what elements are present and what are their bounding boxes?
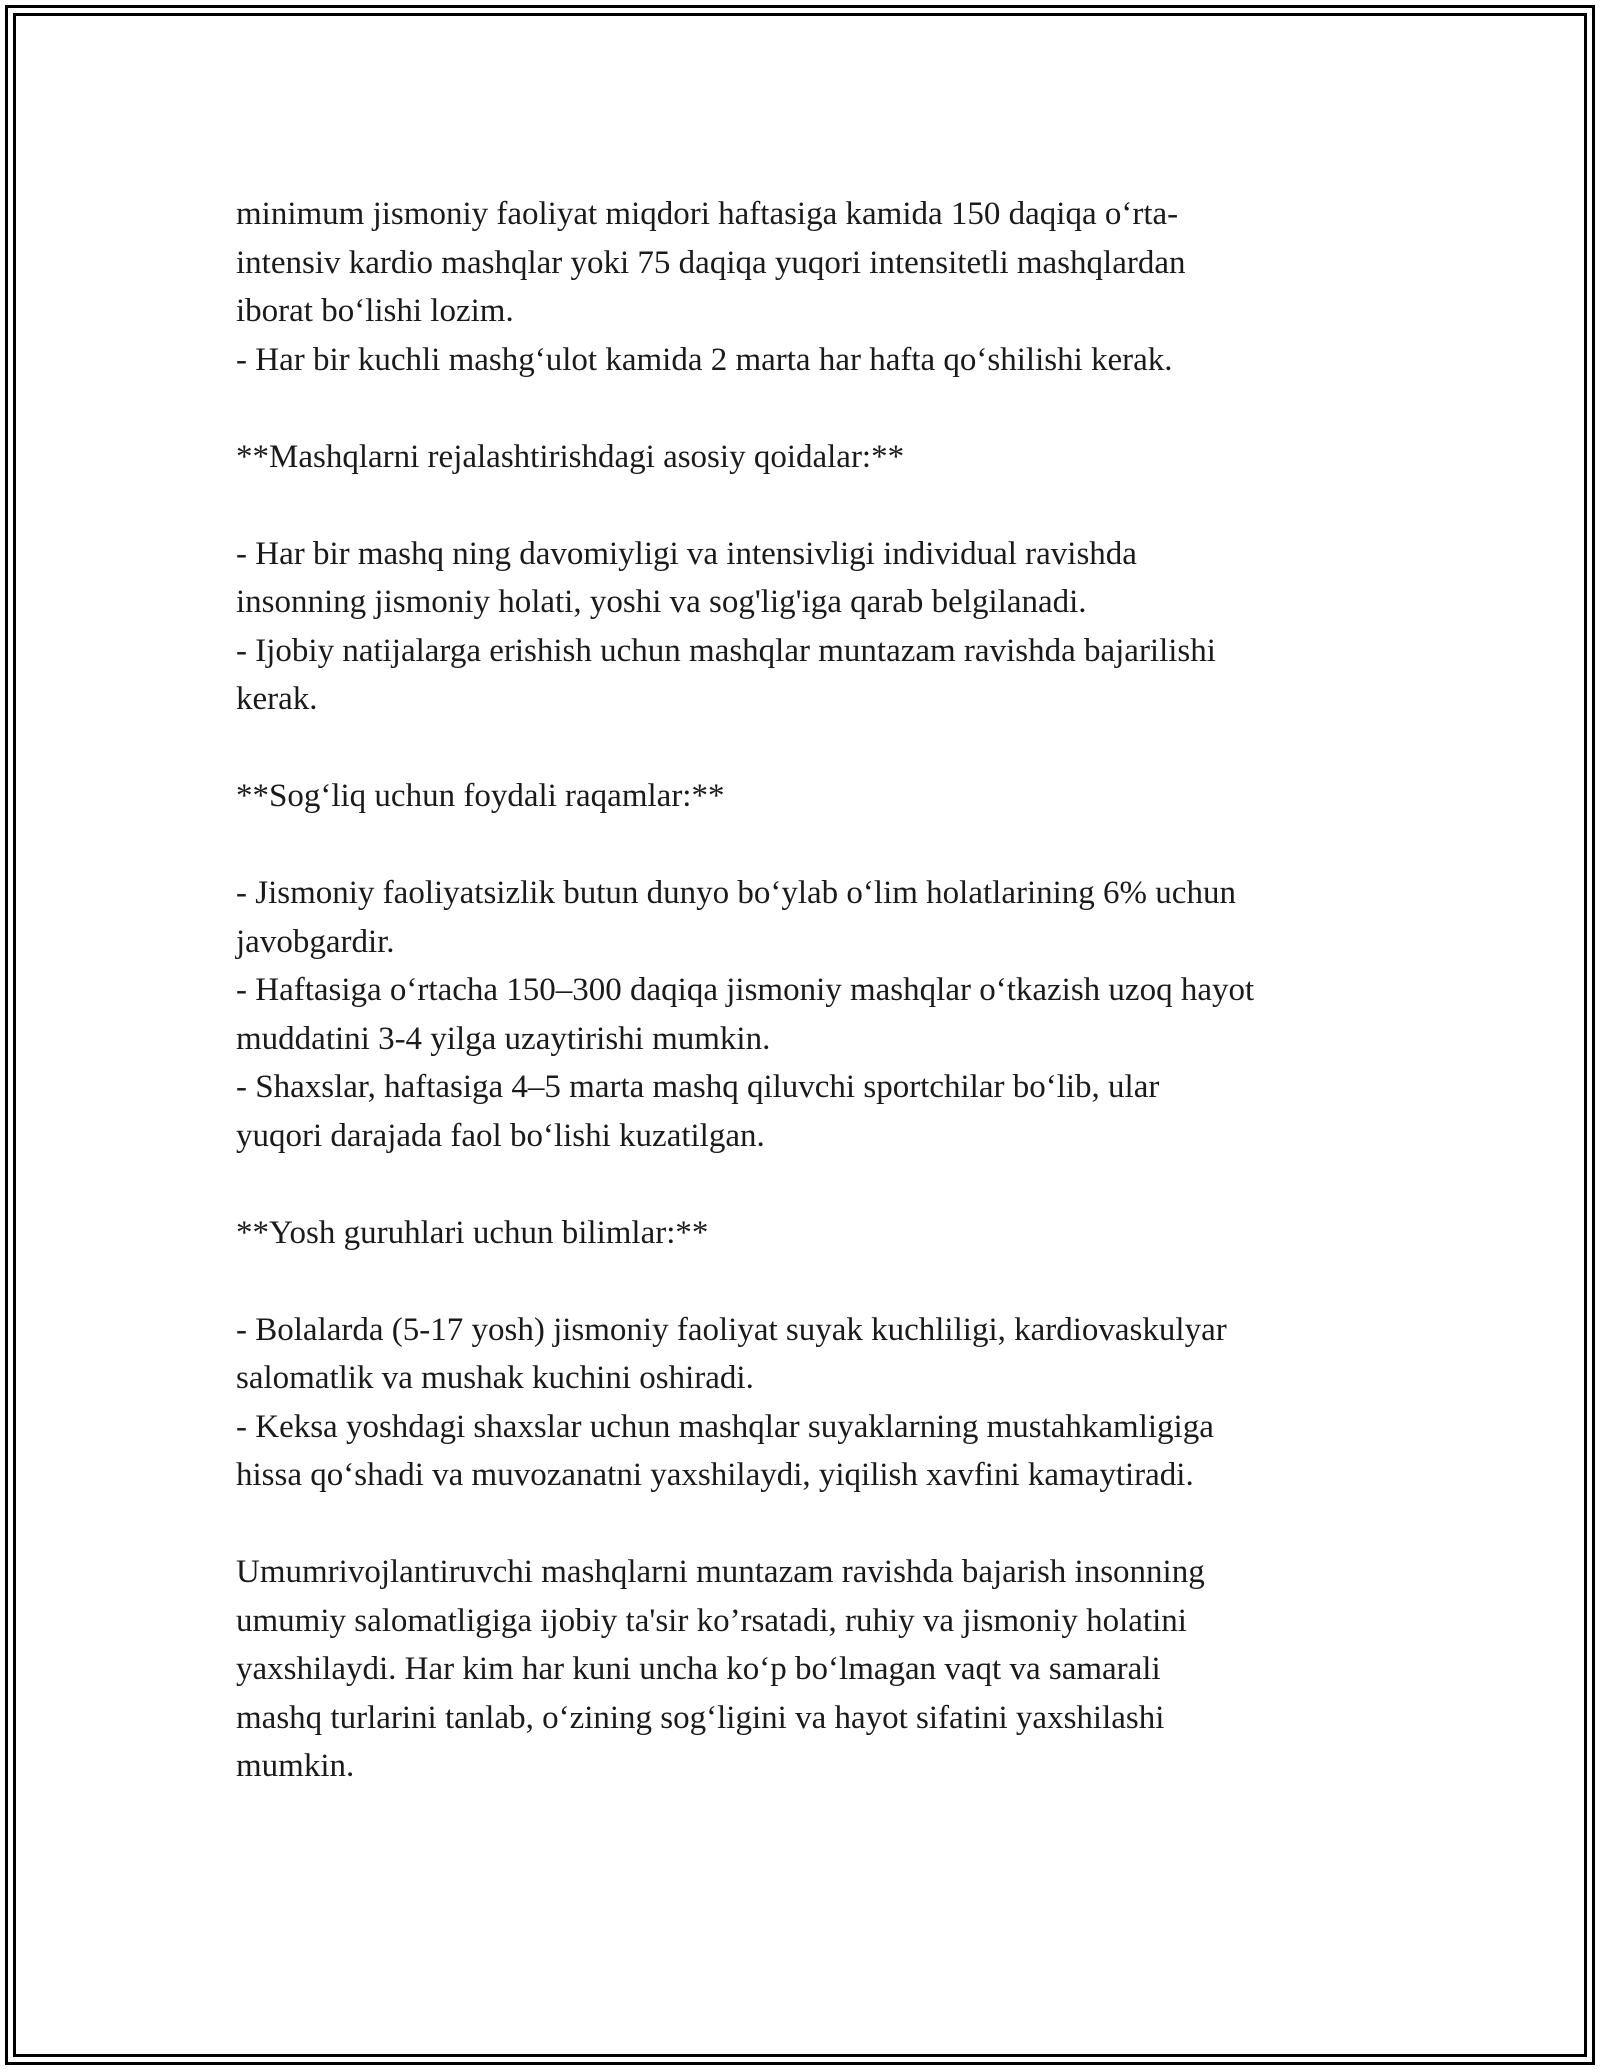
age-groups-list bbox=[236, 1306, 1386, 1500]
paragraph-gap bbox=[236, 481, 1386, 530]
paragraph-gap bbox=[236, 1160, 1386, 1209]
text-line: iborat bo‘lishi lozim. bbox=[236, 293, 514, 329]
heading-age-groups bbox=[236, 1209, 1386, 1258]
text-line: mashq turlarini tanlab, o‘zining sog‘ligini va hayot sifatini yaxshilashi bbox=[236, 1699, 1165, 1736]
paragraph-gap bbox=[236, 1257, 1386, 1306]
text-line: minimum jismoniy faoliyat miqdori haftasiga kamida 150 daqiqa o‘rta- bbox=[236, 196, 1179, 232]
paragraph-gap bbox=[236, 384, 1386, 433]
text-line: - Bolalarda (5-17 yosh) jismoniy faoliyat suyak kuchliligi, kardiovaskulyar bbox=[236, 1311, 1227, 1348]
health-numbers-list bbox=[236, 869, 1386, 1160]
text-line: javobgardir. bbox=[236, 923, 395, 960]
text-line: - Ijobiy natijalarga erishish uchun mashqlar muntazam ravishda bajarilishi bbox=[236, 632, 1216, 669]
text-line: - Har bir mashq ning davomiyligi va intensivligi individual ravishda bbox=[236, 535, 1137, 572]
text-line: - Keksa yoshdagi shaxslar uchun mashqlar suyaklarning mustahkamligiga bbox=[236, 1408, 1214, 1445]
text-line: yaxshilaydi. Har kim har kuni uncha ko‘p bo‘lmagan vaqt va samarali bbox=[236, 1651, 1161, 1687]
heading-health-numbers bbox=[236, 772, 1386, 821]
text-line: - Har bir kuchli mashg‘ulot kamida 2 marta har hafta qo‘shilishi kerak. bbox=[236, 341, 1173, 378]
text-line: intensiv kardio mashqlar yoki 75 daqiqa yuqori intensitetli mashqlardan bbox=[236, 244, 1186, 281]
conclusion-paragraph bbox=[236, 1548, 1386, 1791]
text-line: mumkin. bbox=[236, 1748, 355, 1784]
intro-paragraph bbox=[236, 190, 1386, 384]
text-line: **Mashqlarni rejalashtirishdagi asosiy qoidalar:** bbox=[236, 438, 905, 475]
text-line: - Haftasiga o‘rtacha 150–300 daqiqa jismoniy mashqlar o‘tkazish uzoq hayot bbox=[236, 972, 1255, 1008]
text-line: salomatlik va mushak kuchini oshiradi. bbox=[236, 1360, 754, 1396]
text-line: Umumrivojlantiruvchi mashqlarni muntazam ravishda bajarish insonning bbox=[236, 1554, 1205, 1590]
text-line: - Shaxslar, haftasiga 4–5 marta mashq qiluvchi sportchilar bo‘lib, ular bbox=[236, 1069, 1160, 1105]
text-line: - Jismoniy faoliyatsizlik butun dunyo bo‘ylab o‘lim holatlarining 6% uchun bbox=[236, 875, 1236, 911]
text-line: yuqori darajada faol bo‘lishi kuzatilgan. bbox=[236, 1117, 765, 1154]
text-line: umumiy salomatligiga ijobiy ta'sir ko’rsatadi, ruhiy va jismoniy holatini bbox=[236, 1602, 1187, 1639]
paragraph-gap bbox=[236, 724, 1386, 773]
planning-rules-list bbox=[236, 530, 1386, 724]
text-line: kerak. bbox=[236, 681, 318, 717]
paragraph-gap bbox=[236, 821, 1386, 870]
heading-planning-rules bbox=[236, 433, 1386, 482]
text-line: hissa qo‘shadi va muvozanatni yaxshilaydi, yiqilish xavfini kamaytiradi. bbox=[236, 1457, 1194, 1493]
text-line: **Sog‘liq uchun foydali raqamlar:** bbox=[236, 778, 725, 814]
document-body bbox=[236, 190, 1386, 1791]
text-line: insonning jismoniy holati, yoshi va sog'lig'iga qarab belgilanadi. bbox=[236, 584, 1087, 620]
text-line: **Yosh guruhlari uchun bilimlar:** bbox=[236, 1214, 709, 1251]
text-line: muddatini 3-4 yilga uzaytirishi mumkin. bbox=[236, 1020, 771, 1057]
paragraph-gap bbox=[236, 1500, 1386, 1549]
